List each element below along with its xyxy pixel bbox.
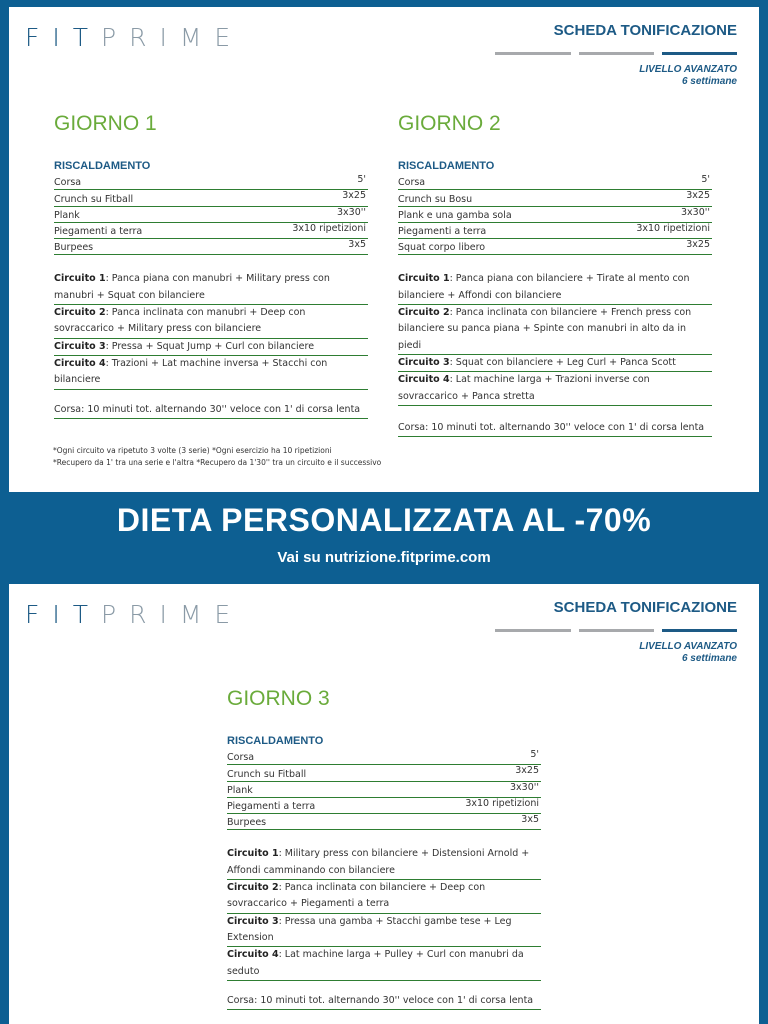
fitprime-logo: FITPRIME [25, 600, 244, 629]
circuit-4: Circuito 4: Lat machine larga + Trazioni inverse con sovraccarico + Panca stretta [398, 372, 712, 406]
circuit-1: Circuito 1: Panca piana con bilanciere + Tirate al mento con bilanciere + Affondi con bilanciere [398, 271, 712, 305]
warmup-row: Corsa 5' [54, 174, 366, 189]
level-indicator-bars [495, 629, 737, 632]
warmup-row: Plank e una gamba sola 3x30'' [398, 206, 710, 221]
warmup-row: Crunch su Fitball 3x25 [54, 190, 366, 205]
day-1 [54, 112, 368, 419]
warmup-row: Burpees 3x5 [54, 239, 366, 254]
circuit-3: Circuito 3: Pressa una gamba + Stacchi gambe tese + Leg Extension [227, 914, 541, 948]
warmup-heading: RISCALDAMENTO [227, 735, 324, 747]
level-bar-2 [579, 52, 654, 55]
warmup-row: Squat corpo libero 3x25 [398, 239, 710, 254]
warmup-heading: RISCALDAMENTO [54, 160, 151, 172]
warmup-row: Plank 3x30'' [227, 781, 539, 796]
warmup-row: Plank 3x30'' [54, 206, 366, 221]
warmup-row: Crunch su Bosu 3x25 [398, 190, 710, 205]
warmup-row: Corsa 5' [398, 174, 710, 189]
day-2 [398, 112, 712, 437]
banner-link[interactable]: Vai su nutrizione.fitprime.com [277, 549, 491, 566]
level-label: LIVELLO AVANZATO 6 settimane [639, 641, 737, 664]
circuit-2: Circuito 2: Panca inclinata con bilanciere + Deep con sovraccarico + Piegamenti a terra [227, 880, 541, 914]
warmup-heading: RISCALDAMENTO [398, 160, 495, 172]
day-title: GIORNO 3 [227, 687, 330, 710]
workout-sheet-page-1 [9, 7, 759, 492]
circuit-3: Circuito 3: Squat con bilanciere + Leg Curl + Panca Scott [398, 355, 712, 372]
circuit-3: Circuito 3: Pressa + Squat Jump + Curl con bilanciere [54, 339, 368, 356]
warmup-row: Piegamenti a terra 3x10 ripetizioni [227, 797, 539, 813]
footnotes: *Ogni circuito va ripetuto 3 volte (3 serie) *Ogni esercizio ha 10 ripetizioni *Recupero da 1' tra una serie e l'altra *Recupero da 1'30'' tra un circuito e il successivo [53, 446, 382, 467]
level-indicator-bars [495, 52, 737, 55]
workout-sheet-page-2 [9, 584, 759, 1024]
level-bar-1 [495, 52, 571, 55]
cardio-run-note: Corsa: 10 minuti tot. alternando 30'' veloce con 1' di corsa lenta [398, 420, 712, 437]
level-bar-2 [579, 629, 654, 632]
warmup-row: Corsa 5' [227, 749, 539, 764]
warmup-row: Crunch su Fitball 3x25 [227, 765, 539, 780]
circuit-4: Circuito 4: Lat machine larga + Pulley + Curl con manubri da seduto [227, 947, 541, 981]
warmup-row: Burpees 3x5 [227, 814, 539, 829]
promo-banner[interactable] [0, 496, 768, 566]
level-bar-1 [495, 629, 571, 632]
day-title: GIORNO 2 [398, 112, 501, 135]
sheet-title: SCHEDA TONIFICAZIONE [553, 599, 737, 616]
cardio-run-note: Corsa: 10 minuti tot. alternando 30'' veloce con 1' di corsa lenta [227, 993, 541, 1010]
circuit-4: Circuito 4: Trazioni + Lat machine inversa + Stacchi con bilanciere [54, 356, 368, 390]
level-bar-3-active [662, 52, 737, 55]
circuit-2: Circuito 2: Panca inclinata con manubri + Deep con sovraccarico + Military press con bilanciere [54, 305, 368, 339]
circuit-1: Circuito 1: Military press con bilanciere + Distensioni Arnold + Affondi camminando con bilanciere [227, 846, 541, 880]
warmup-row: Piegamenti a terra 3x10 ripetizioni [398, 222, 710, 238]
day-title: GIORNO 1 [54, 112, 157, 135]
circuit-1: Circuito 1: Panca piana con manubri + Military press con manubri + Squat con bilanciere [54, 271, 368, 305]
level-label: LIVELLO AVANZATO 6 settimane [639, 64, 737, 87]
sheet-title: SCHEDA TONIFICAZIONE [553, 22, 737, 39]
warmup-row: Piegamenti a terra 3x10 ripetizioni [54, 222, 366, 238]
level-bar-3-active [662, 629, 737, 632]
day-3 [227, 687, 541, 1010]
banner-title: DIETA PERSONALIZZATA AL -70% [116, 502, 652, 538]
circuit-2: Circuito 2: Panca inclinata con bilanciere + French press con bilanciere su panca piana + Spinte con manubri in alto da in piedi [398, 305, 712, 355]
cardio-run-note: Corsa: 10 minuti tot. alternando 30'' veloce con 1' di corsa lenta [54, 402, 368, 419]
fitprime-logo: FITPRIME [25, 23, 244, 52]
